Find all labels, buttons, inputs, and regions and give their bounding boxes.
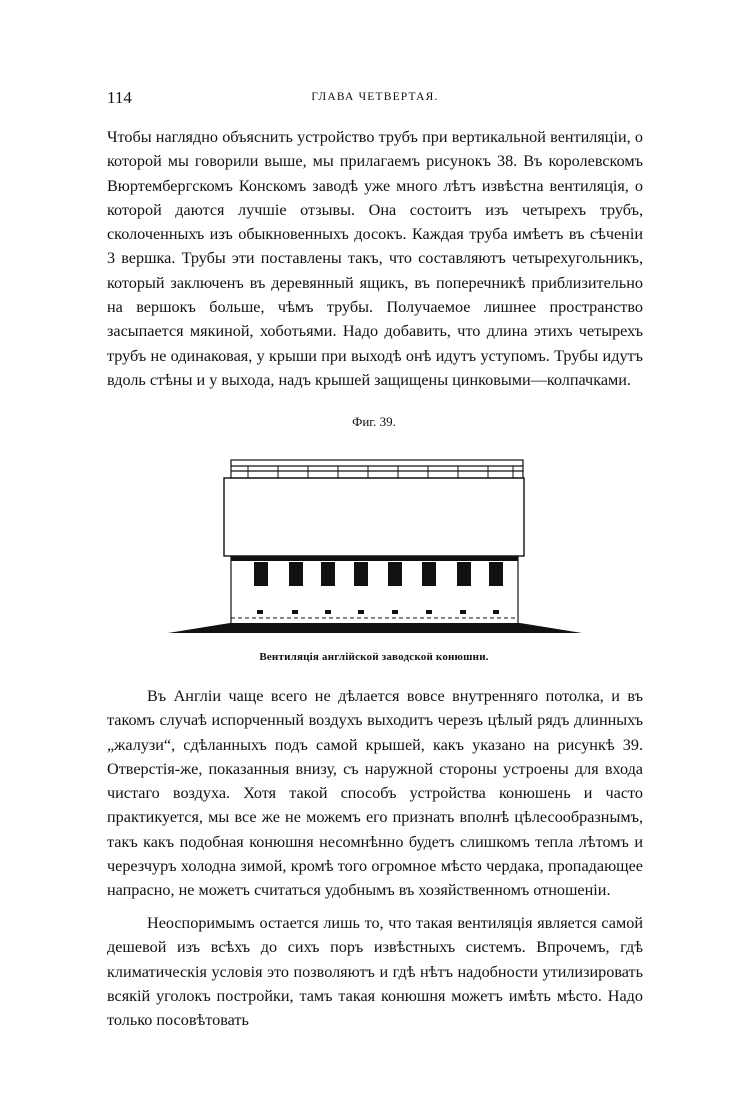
page-header [107,88,643,112]
ground [168,623,582,633]
paragraph-3: Неоспоримымъ остается лишь то, что такая вентиляція является самой дешевой изъ всѣхъ до сихъ поръ извѣстныхъ системъ. Впрочемъ, гдѣ климатическія условія это позволяютъ и гдѣ нѣтъ надобности утилизировать всякій уголокъ постройки, тамъ такая конюшня можетъ имѣть мѣсто. Надо только посовѣтовать [107,914,643,1030]
roof-louvre-band [231,460,523,478]
window [422,562,436,586]
paragraph-1: Чтобы наглядно объяснить устройство трубъ при вертикальной вентиляціи, о которой мы говорили выше, мы прилагаемъ рисунокъ 38. Въ королевскомъ Вюртембергскомъ Конскомъ заводѣ уже много лѣтъ извѣстна вентиляція, о которой даются лучшіе отзывы. Она состоитъ изъ четырехъ трубъ, сколоченныхъ изъ обыкновенныхъ досокъ. Каждая труба имѣетъ въ сѣченіи 3 вершка. Трубы эти поставлены такъ, что составляютъ четырехугольникъ, который заключенъ въ деревянный ящикъ, въ поперечникѣ приблизительно на вершокъ больше, чѣмъ трубы. Получаемое лишнее пространство засыпается мякиной, хоботьями. Надо добавить, что длина этихъ четырехъ трубъ не одинаковая, у крыши при выходѣ онѣ идутъ уступомъ. Трубы идутъ вдоль стѣны и у выхода, надъ крышей защищены цинковыми—колпачками. [107,128,643,389]
air-inlets [257,610,499,614]
window [388,562,402,586]
louvre-dividers [248,466,513,478]
window [289,562,303,586]
window [321,562,335,586]
figure-label: Фиг. 39. [352,414,396,429]
stable-illustration [168,440,582,640]
window [489,562,503,586]
eave-shadow [231,556,518,561]
figure-caption: Вентиляція англійской заводской конюшни. [259,651,489,663]
upper-wall [224,478,524,556]
windows [254,562,503,586]
window [254,562,268,586]
paragraph-2: Въ Англіи чаще всего не дѣлается вовсе внутренняго потолка, и въ такомъ случаѣ испорченный воздухъ выходитъ черезъ цѣлый рядъ длинныхъ „жалузи“, сдѣланныхъ подъ самой крышей, какъ указано на рисункѣ 39. Отверстія-же, показанныя внизу, съ наружной стороны устроены для входа чистаго воздуха. Хотя такой способъ устройства конюшень и часто практикуется, мы все же не можемъ его признать вполнѣ цѣлесообразнымъ, такъ какъ подобная конюшня несомнѣнно будетъ слишкомъ тепла лѣтомъ и черезчуръ холодна зимой, кромѣ того огромное мѣсто чердака, пропадающее напрасно, не можетъ считаться удобнымъ въ хозяйственномъ отношеніи. [107,687,643,900]
window [354,562,368,586]
running-title: ГЛАВА ЧЕТВЕРТАЯ. [311,91,439,103]
page-number: 114 [107,88,132,107]
window [457,562,471,586]
